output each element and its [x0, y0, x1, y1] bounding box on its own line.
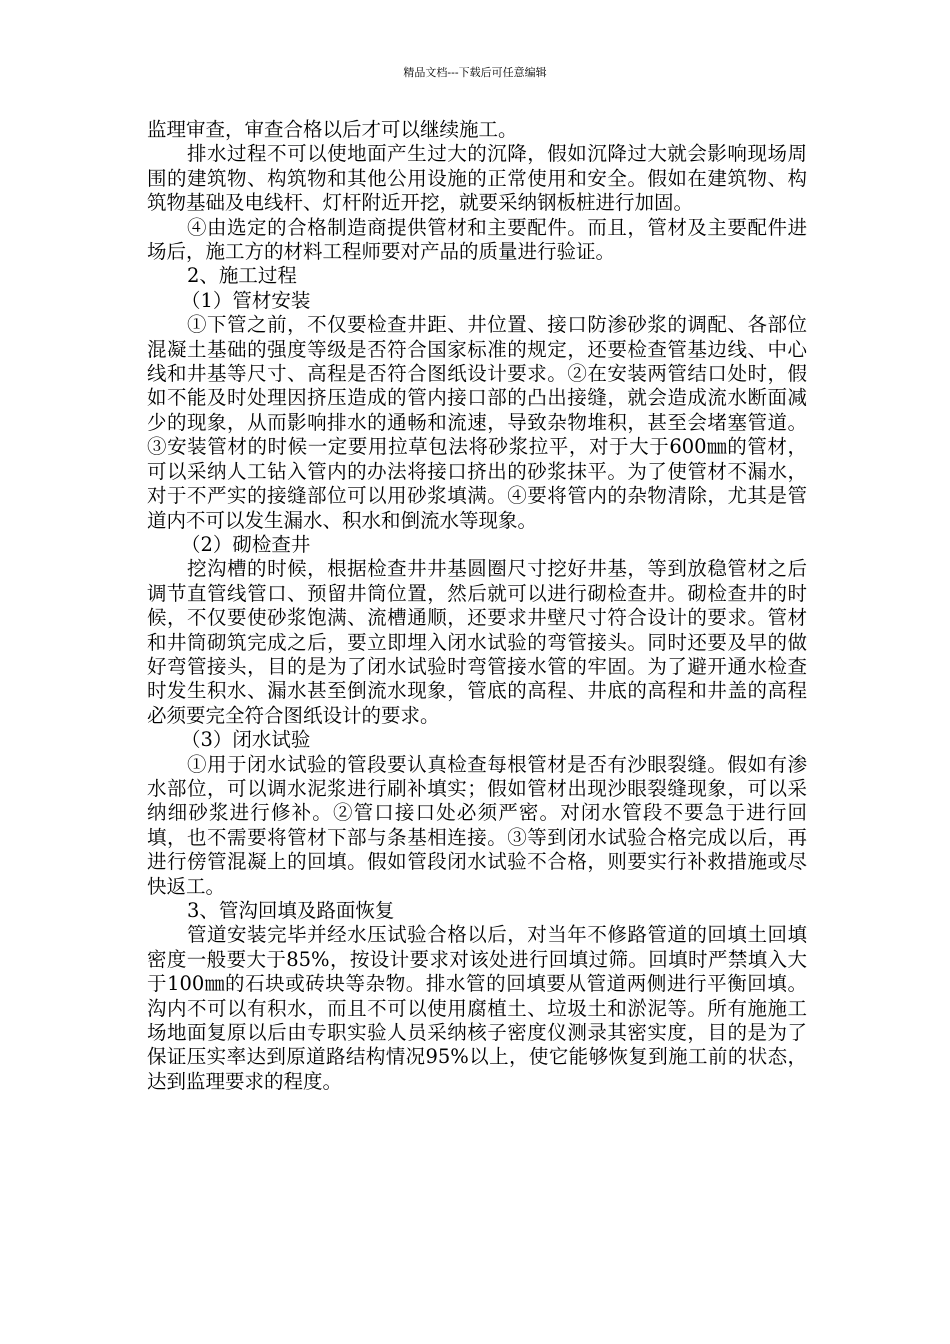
document-body — [147, 118, 807, 1094]
subsection-heading-pipe-install: （1）管材安装 — [181, 288, 311, 312]
subsection-heading-closed-water-test: （3）闭水试验 — [181, 728, 311, 752]
section-heading-construction: 2、施工过程 — [187, 264, 297, 288]
subsection-heading-inspection-well: （2）砌检查井 — [181, 532, 311, 556]
paragraph-closed-water-test: ①用于闭水试验的管段要认真检查每根管材是否有沙眼裂缝。假如有渗水部位，可以调水泥浆进行刷补填实；假如管材出现沙眼裂缝现象，可以采纳细砂浆进行修补。②管口接口处必须严密。对闭水管段不要急于进行回填，也不需要将管材下部与条基相连接。③等到闭水试验合格完成以后，再进行傍管混凝上的回填。假如管段闭水试验不合格，则要实行补救措施或尽快返工。 — [147, 752, 807, 898]
paragraph-pipe-install: ①下管之前，不仅要检查井距、井位置、接口防渗砂浆的调配、各部位混凝土基础的强度等级是否符合国家标准的规定，还要检查管基边线、中心线和井基等尺寸、高程是否符合图纸设计要求。②在安装两管结口处时，假如不能及时处理因挤压造成的管内接口部的凸出接缝，就会造成流水断面减少的现象，从而影响排水的通畅和流速，导致杂物堆积，甚至会堵塞管道。③安装管材的时候一定要用拉草包法将砂浆拉平，对于大于600㎜的管材，可以采纳人工钻入管内的办法将接口挤出的砂浆抹平。为了使管材不漏水，对于不严实的接缝部位可以用砂浆填满。④要将管内的杂物清除，尤其是管道内不可以发生漏水、积水和倒流水等现象。 — [147, 313, 807, 532]
page-header: 精品文档---下载后可任意编辑 — [403, 66, 547, 79]
paragraph-continued: 监理审查，审查合格以后才可以继续施工。 — [147, 118, 518, 141]
paragraph-backfill: 管道安装完毕并经水压试验合格以后，对当年不修路管道的回填土回填密度一般要大于85%，按设计要求对该处进行回填过筛。回填时严禁填入大于100㎜的石块或砖块等杂物。排水管的回填要从管道两侧进行平衡回填。沟内不可以有积水，而且不可以使用腐植土、垃圾土和淤泥等。所有施施工场地面复原以后由专职实验人员采纳核子密度仪测录其密实度，目的是为了保证压实率达到原道路结构情况95%以上，使它能够恢复到施工前的状态，达到监理要求的程度。 — [147, 923, 807, 1093]
paragraph-inspection-well: 挖沟槽的时候，根据检查井井基圆圈尺寸挖好井基，等到放稳管材之后调节直管线管口、预留井筒位置，然后就可以进行砌检查井。砌检查井的时候，不仅要使砂浆饱满、流槽通顺，还要求井壁尺寸符合设计的要求。管材和井筒砌筑完成之后，要立即埋入闭水试验的弯管接头。同时还要及早的做好弯管接头，目的是为了闭水试验时弯管接水管的牢固。为了避开通水检查时发生积水、漏水甚至倒流水现象，管底的高程、井底的高程和井盖的高程必须要完全符合图纸设计的要求。 — [147, 557, 807, 727]
paragraph-drainage: 排水过程不可以使地面产生过大的沉降，假如沉降过大就会影响现场周围的建筑物、构筑物和其他公用设施的正常使用和安全。假如在建筑物、构筑物基础及电线杆、灯杆附近开挖，就要采纳钢板桩进行加固。 — [147, 142, 807, 215]
section-heading-backfill: 3、管沟回填及路面恢复 — [187, 899, 395, 922]
paragraph-materials: ④由选定的合格制造商提供管材和主要配件。而且，管材及主要配件进场后，施工方的材料工程师要对产品的质量进行验证。 — [147, 215, 807, 264]
